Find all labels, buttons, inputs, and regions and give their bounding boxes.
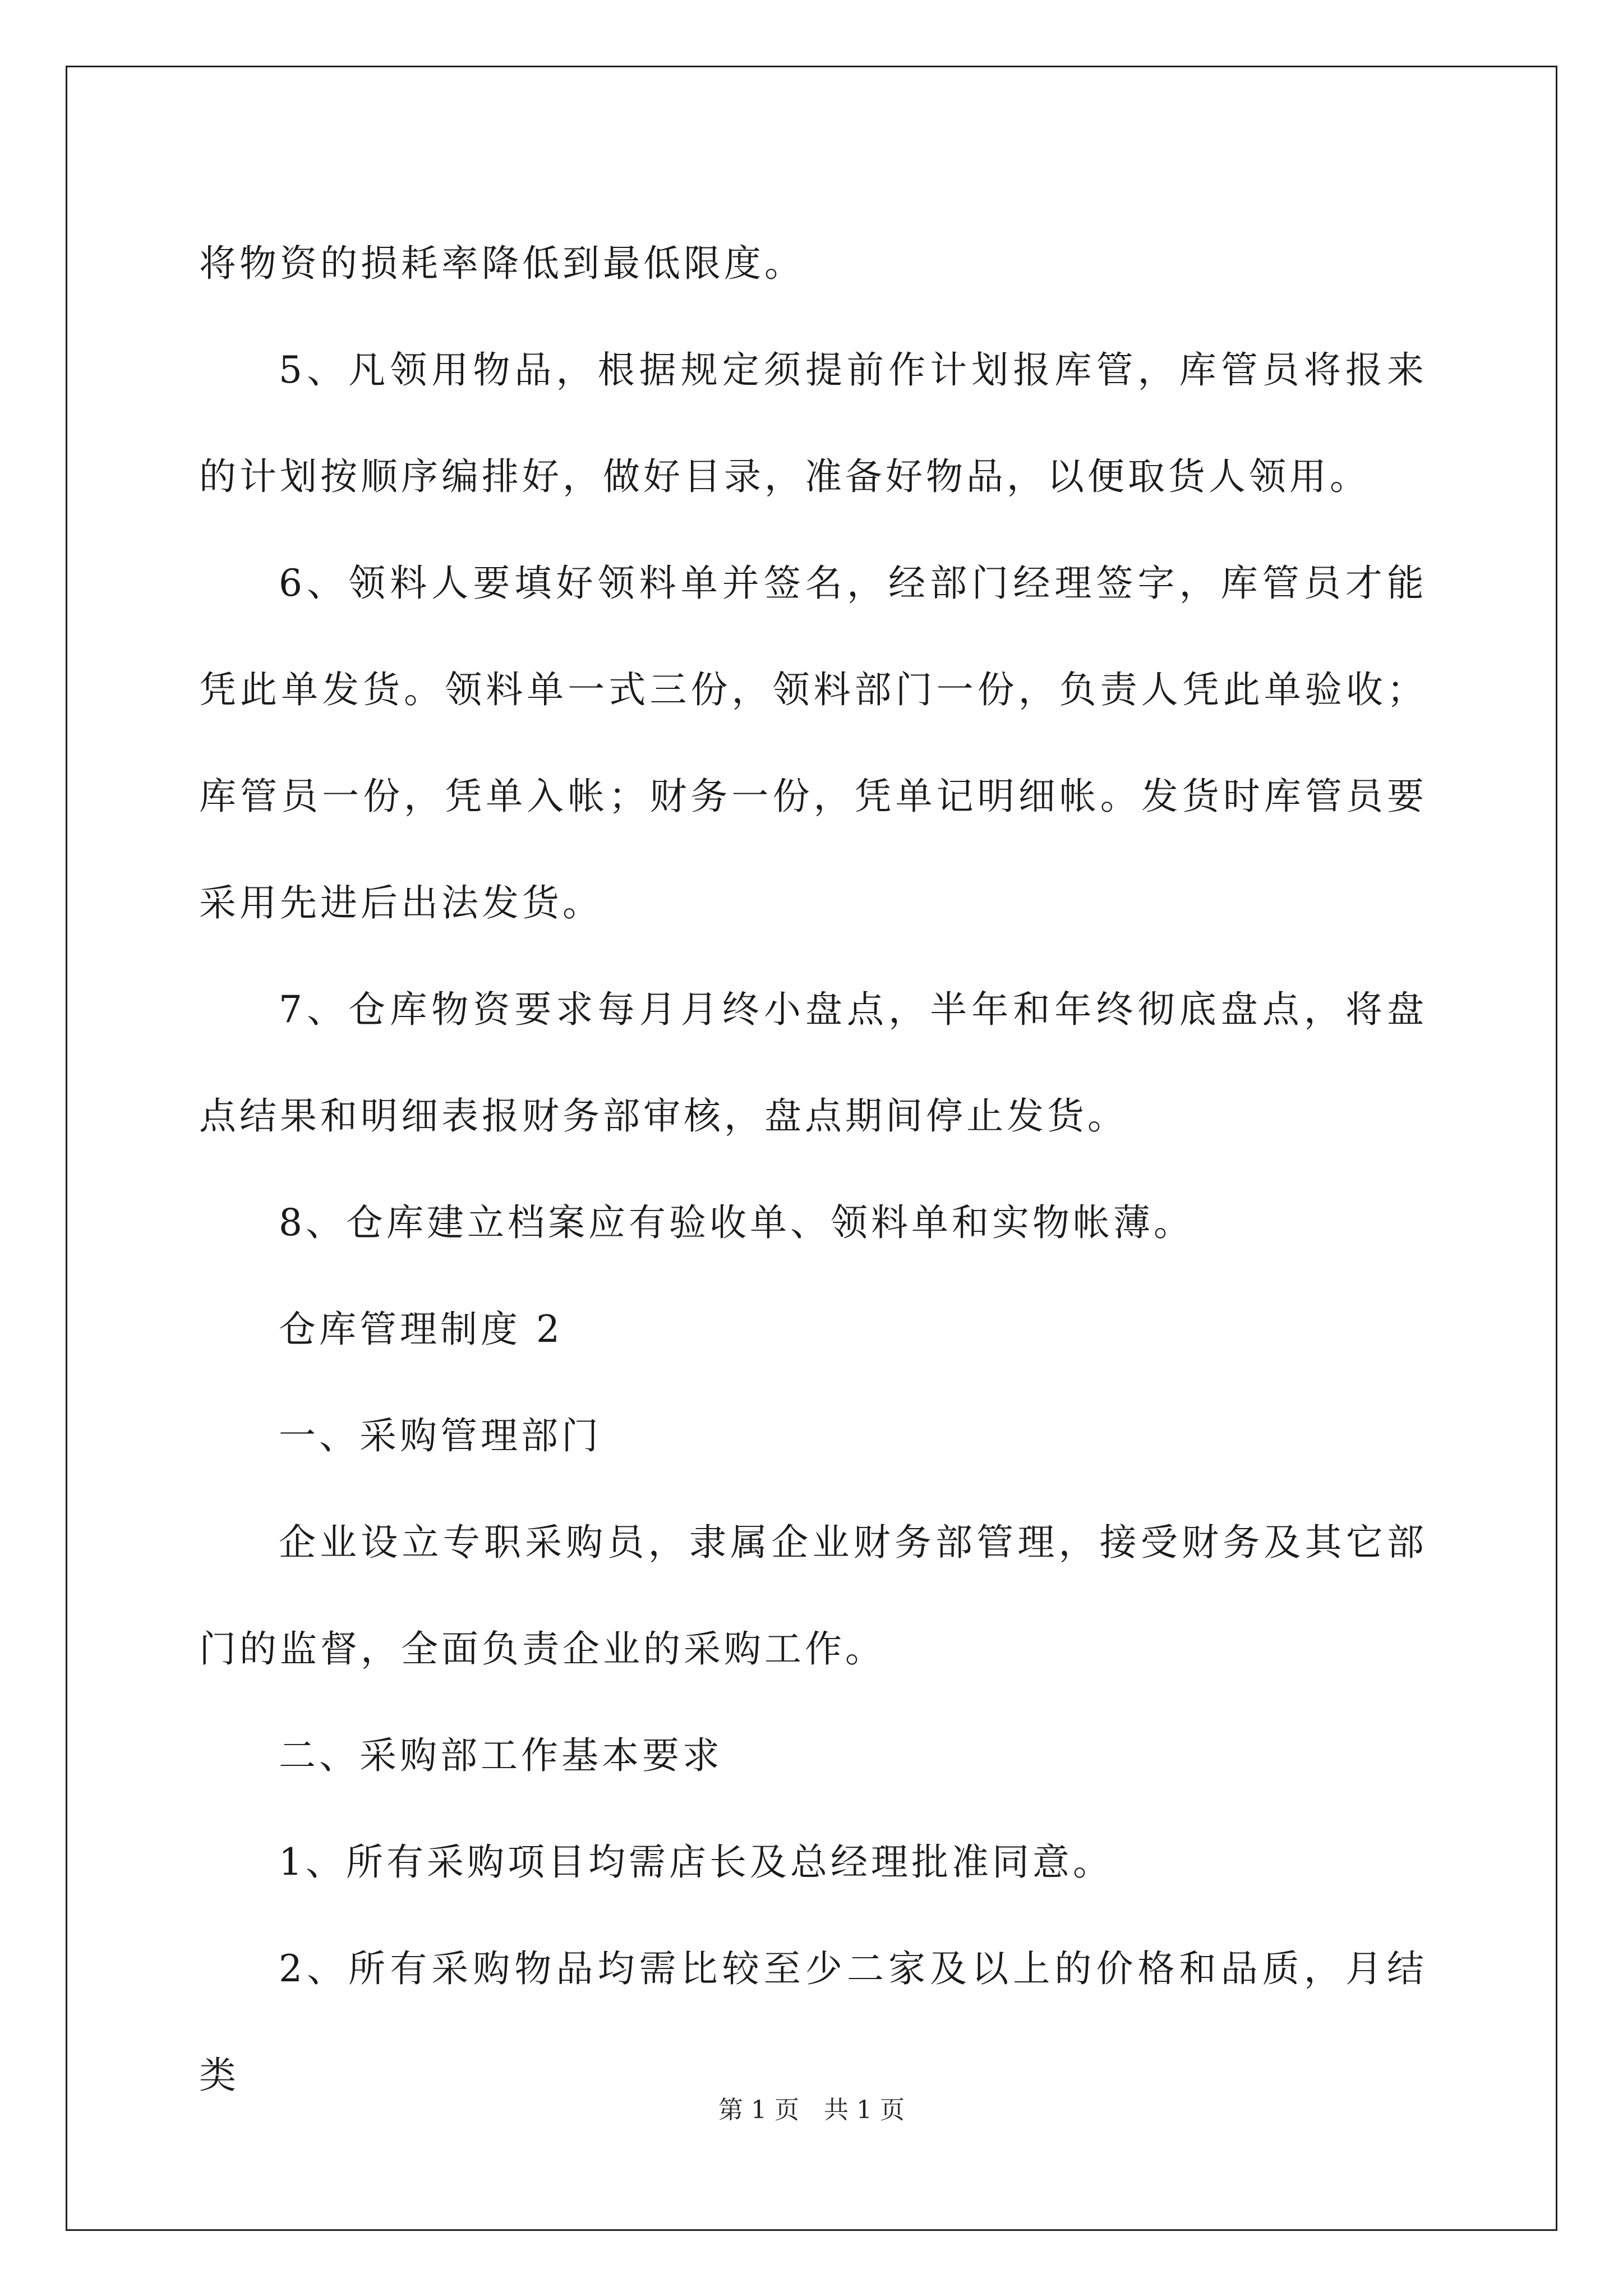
paragraph: 企业设立专职采购员，隶属企业财务部管理，接受财务及其它部门的监督，全面负责企业的采购工作。 <box>199 1521 1427 1671</box>
paragraph: 1、所有采购项目均需店长及总经理批准同意。 <box>279 1841 1113 1884</box>
page-number: 第 1 页 <box>718 2096 799 2124</box>
paragraph: 5、凡领用物品，根据规定须提前作计划报库管，库管员将报来的计划按顺序编排好，做好目录，准备好物品，以便取货人领用。 <box>199 348 1427 498</box>
page-total: 共 1 页 <box>824 2096 905 2124</box>
page-footer <box>0 2093 1623 2127</box>
paragraph: 6、领料人要填好领料单并签名，经部门经理签字，库管员才能凭此单发货。领料单一式三份，领料部门一份，负责人凭此单验收；库管员一份，凭单入帐；财务一份，凭单记明细帐。发货时库管员要采用先进后出法发货。 <box>199 562 1427 924</box>
paragraph: 将物资的损耗率降低到最低限度。 <box>199 242 805 285</box>
section-heading: 二、采购部工作基本要求 <box>279 1734 723 1777</box>
paragraph: 2、所有采购物品均需比较至少二家及以上的价格和品质，月结类 <box>199 1947 1427 2097</box>
paragraph: 7、仓库物资要求每月月终小盘点，半年和年终彻底盘点，将盘点结果和明细表报财务部审核，盘点期间停止发货。 <box>199 988 1427 1138</box>
section-title: 仓库管理制度 2 <box>279 1308 563 1351</box>
document-body <box>199 210 1427 2129</box>
section-heading: 一、采购管理部门 <box>279 1414 602 1457</box>
paragraph: 8、仓库建立档案应有验收单、领料单和实物帐薄。 <box>279 1201 1194 1244</box>
